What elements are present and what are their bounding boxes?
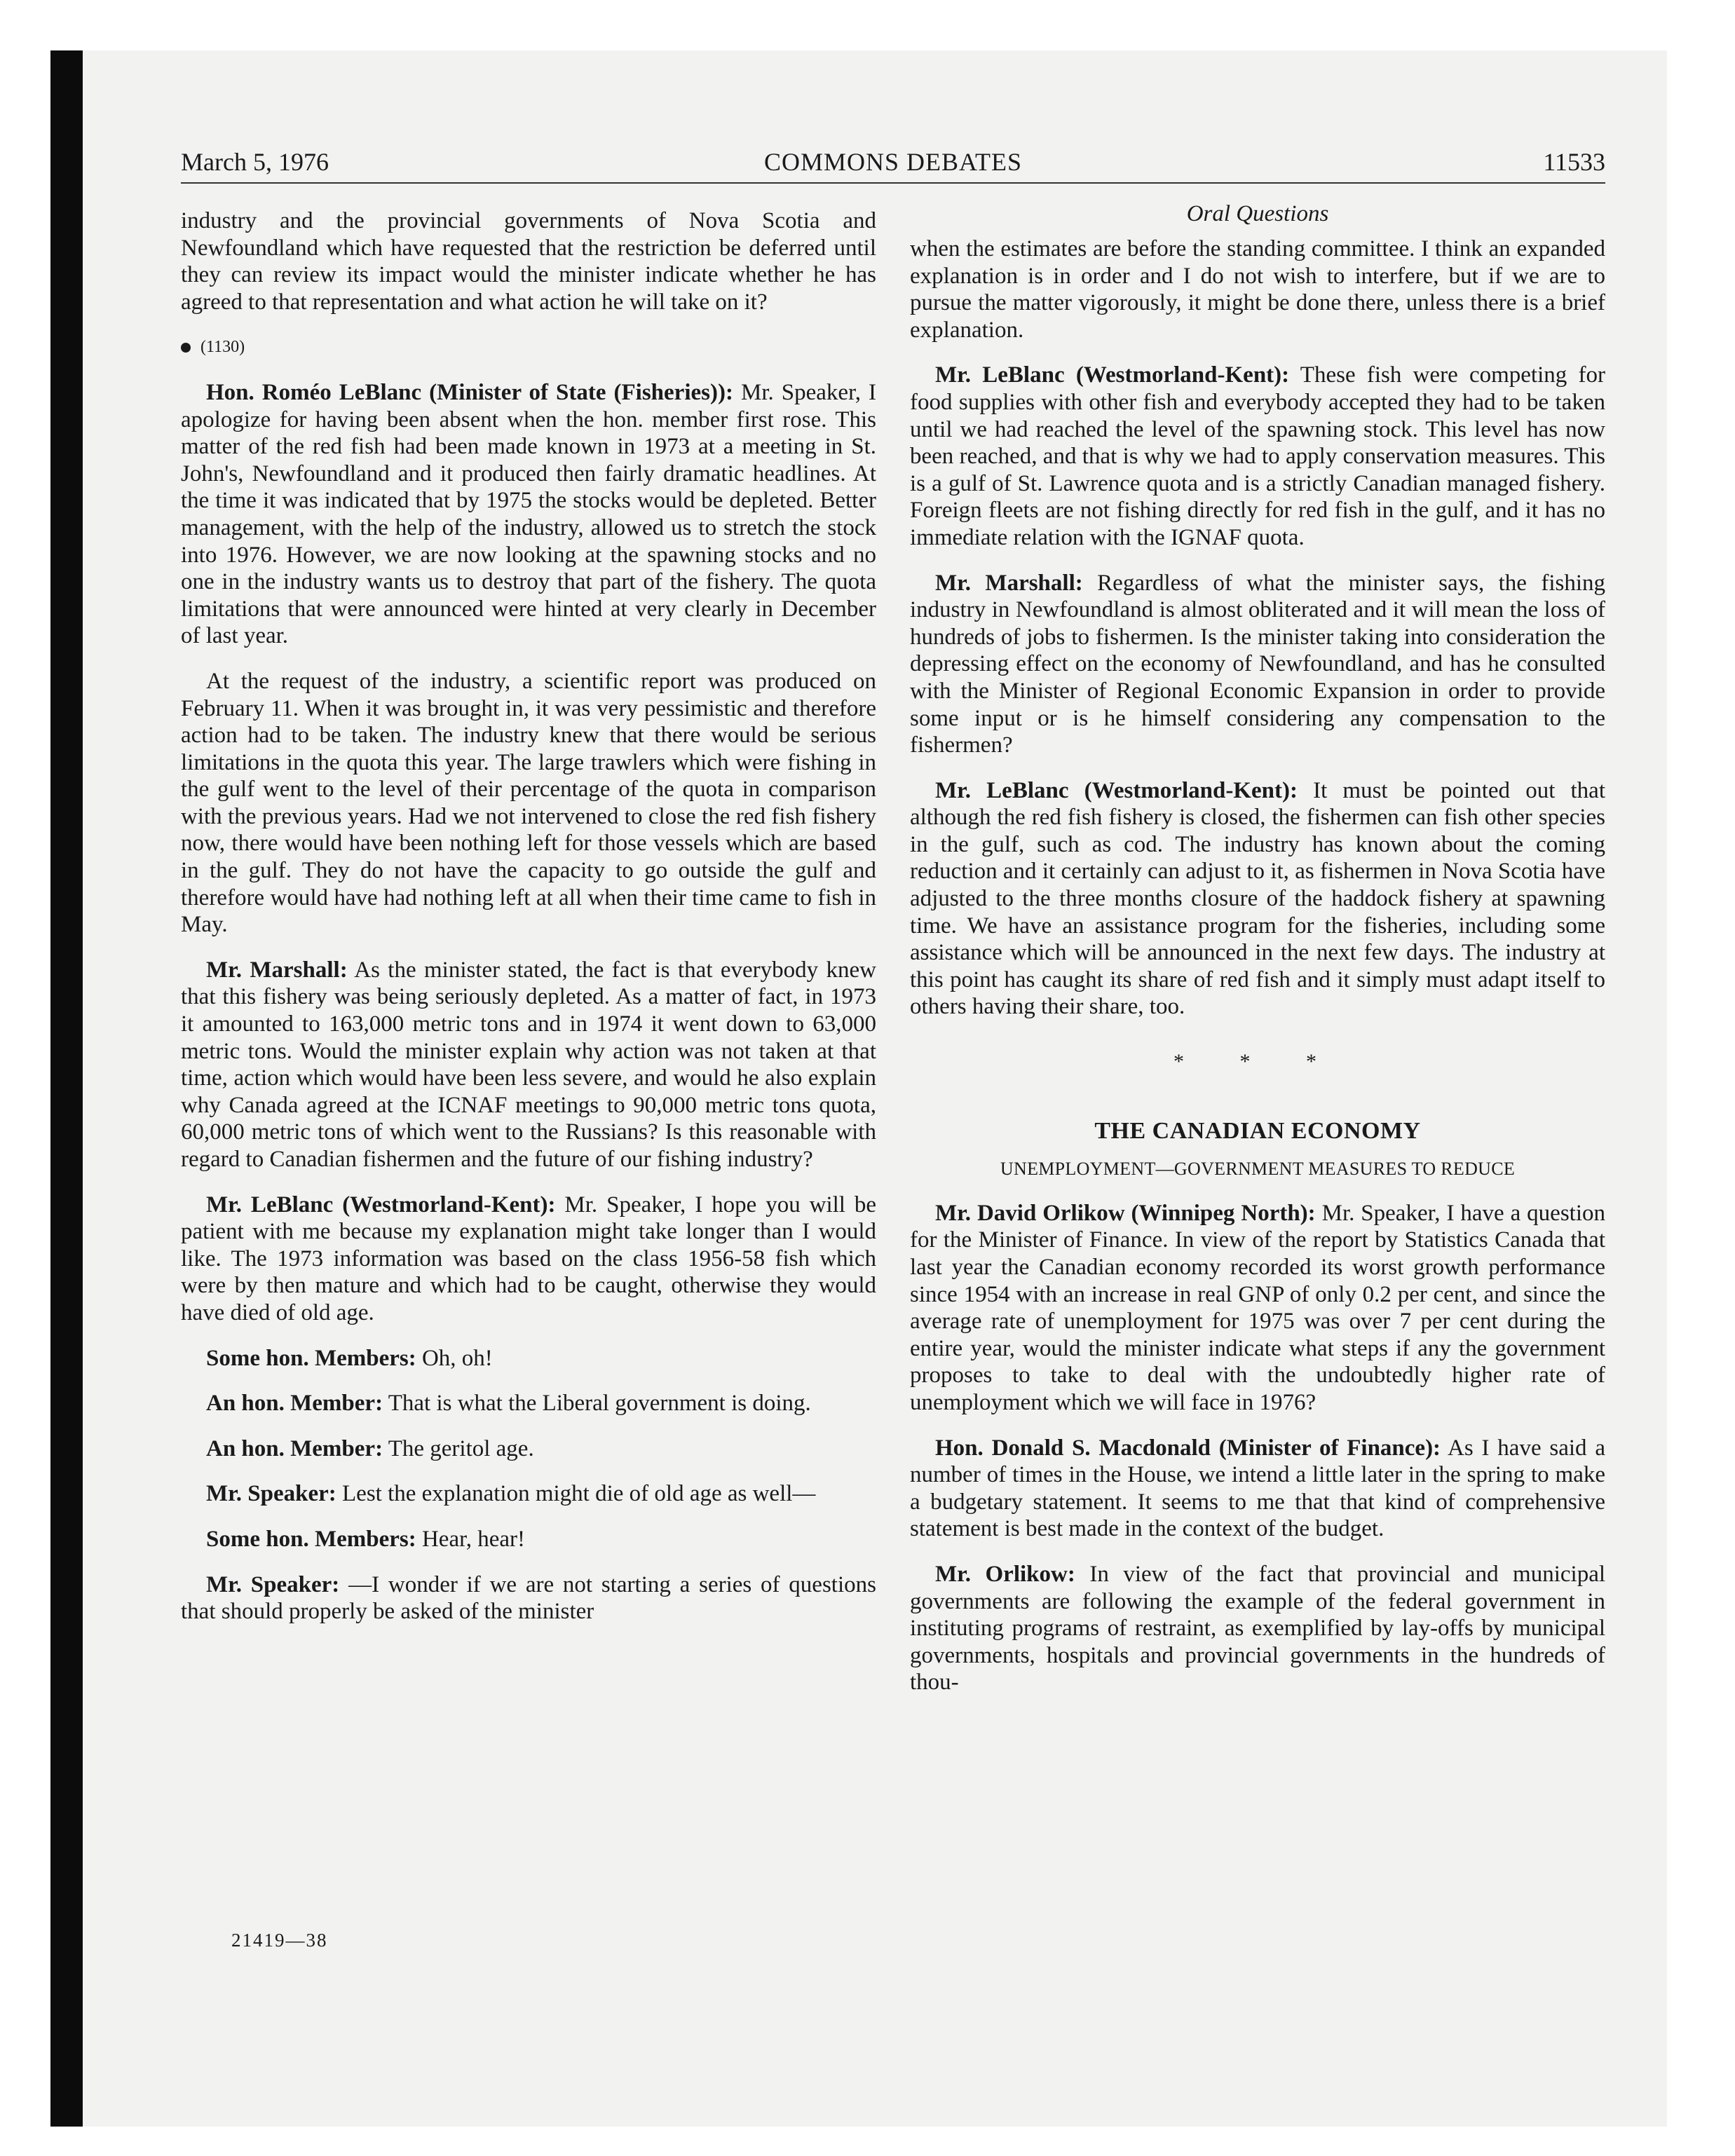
speech-text: Mr. Speaker, I have a question for the Minister of Finance. In view of the report by Statistics Canada that last year the Canadian economy recorded its worst growth performance since 1954 with an increase in real GNP of only 0.2 per cent, and since the average rate of unemployment for 1975 was over 7 per cent during the entire year, would the minister indicate what steps if any the government proposes to take to deal with the undoubtedly higher rate of unemployment which we will face in 1976? xyxy=(910,1200,1605,1415)
paragraph xyxy=(181,1526,876,1553)
header-date: March 5, 1976 xyxy=(181,148,329,176)
speaker-name: Some hon. Members: xyxy=(206,1526,416,1552)
speech-text: Hear, hear! xyxy=(421,1526,526,1552)
speaker-name: Mr. Speaker: xyxy=(206,1481,336,1507)
page-header xyxy=(181,140,1605,184)
printer-signature: 21419—38 xyxy=(231,1930,328,1951)
speech-text: Lest the explanation might die of old age as well— xyxy=(342,1481,816,1507)
speaker-name: Mr. David Orlikow (Winnipeg North): xyxy=(935,1200,1316,1226)
paragraph xyxy=(181,1192,876,1327)
paragraph xyxy=(910,1435,1605,1543)
speaker-name: An hon. Member: xyxy=(206,1391,383,1417)
paragraph xyxy=(181,1390,876,1417)
speaker-name: Mr. Orlikow: xyxy=(935,1561,1075,1587)
paragraph xyxy=(181,379,876,650)
paragraph xyxy=(910,1200,1605,1417)
speech-text: Regardless of what the minister says, the fishing industry in Newfoundland is almost obliterated and it will mean the loss of hundreds of jobs to fishermen. Is the minister taking into consideration the depressing effect on the economy of Newfoundland, and has he consulted with the Minister of Regional Economic Expansion in order to provide some input or is he himself considering any compensation to the fishermen? xyxy=(910,570,1606,758)
bullet-icon xyxy=(181,343,191,353)
time-marker-label: (1130) xyxy=(200,338,245,357)
speech-text: Oh, oh! xyxy=(421,1345,493,1371)
header-page-number: 11533 xyxy=(1543,148,1605,176)
paragraph: industry and the provincial governments of Nova Scotia and Newfoundland which have requested that the restriction be deferred until they can review its impact would the minister indicate whether he has agreed to that representation and what action he will take on it? xyxy=(181,208,876,315)
header-title: COMMONS DEBATES xyxy=(763,148,1023,176)
left-column xyxy=(181,207,876,1644)
running-head: Oral Questions xyxy=(1186,201,1329,226)
speech-text: As I have said a number of times in the House, we intend a little later in the spring to make a budgetary statement. It seems to me that that kind of comprehensive statement is best made in the context of the budget. xyxy=(910,1435,1605,1542)
section-heading: THE CANADIAN ECONOMY xyxy=(1094,1117,1421,1144)
paragraph xyxy=(910,362,1605,551)
section-divider: * * * xyxy=(1173,1050,1342,1074)
scan-binding-edge xyxy=(50,50,83,2127)
speech-text: Mr. Speaker, I hope you will be patient with me because my explanation might take longer than I would like. The 1973 information was based on the class 1956-58 fish which were by then mature and which had to be caught, otherwise they would have died of old age. xyxy=(181,1192,877,1325)
speech-text: In view of the fact that provincial and municipal governments are following the example of the federal government in instituting programs of restraint, as exemplified by lay-offs by municipal governments, hospitals and provincial governments in the hundreds of thou- xyxy=(910,1561,1606,1696)
paragraph xyxy=(181,1345,876,1372)
speech-text: That is what the Liberal government is doing. xyxy=(388,1391,811,1417)
paragraph xyxy=(910,570,1605,759)
speaker-name: Mr. Marshall: xyxy=(935,570,1083,596)
paragraph xyxy=(181,1571,876,1625)
speaker-name: Some hon. Members: xyxy=(206,1345,416,1371)
speaker-name: An hon. Member: xyxy=(206,1435,383,1461)
speech-text: These fish were competing for food supplies with other fish and everybody accepted they had to be taken until we had reached the level of the spawning stock. This level has now been reached, and that is why we had to apply conservation measures. This is a gulf of St. Lawrence quota and is a strictly Canadian managed fishery. Foreign fleets are not fishing directly for red fish in the gulf, and it has no immediate relation with the IGNAF quota. xyxy=(910,362,1605,550)
speech-text: Mr. Speaker, I apologize for having been absent when the hon. member first rose. This matter of the red fish had been made known in 1973 at a meeting in St. John's, Newfoundland and it produced then fairly dramatic headlines. At the time it was indicated that by 1975 the stocks would be depleted. Better management, with the help of the industry, allowed us to stretch the stock into 1976. However, we are now looking at the spawning stocks and no one in the industry wants us to destroy that part of the fishery. The quota limitations that were announced were hinted at very clearly in December of last year. xyxy=(181,379,877,649)
paragraph xyxy=(181,957,876,1173)
speaker-name: Mr. LeBlanc (Westmorland-Kent): xyxy=(206,1192,556,1217)
paragraph: when the estimates are before the standing committee. I think an expanded explanation is in order and I do not wish to interfere, but if we are to pursue the matter vigorously, it might be done there, unless there is a brief explanation. xyxy=(910,236,1605,343)
paragraph xyxy=(181,1435,876,1463)
speech-text: It must be pointed out that although the red fish fishery is closed, the fishermen can fish other species in the gulf, such as cod. The industry has known about the coming reduction and it certainly can adjust to it, as fishermen in Nova Scotia have adjusted to the three months closure of the haddock fishery at spawning time. We have an assistance program for the fisheries, including some assistance which will be announced in the next few days. The industry at this point has caught its share of red fish and it simply must adapt itself to others having their share, too. xyxy=(910,777,1606,1020)
right-column xyxy=(910,201,1606,1714)
speaker-name: Mr. LeBlanc (Westmorland-Kent): xyxy=(935,362,1290,388)
speaker-name: Mr. Marshall: xyxy=(206,957,348,983)
speaker-name: Mr. LeBlanc (Westmorland-Kent): xyxy=(935,777,1298,803)
section-subheading: UNEMPLOYMENT—GOVERNMENT MEASURES TO REDUCE xyxy=(1000,1159,1516,1180)
paragraph xyxy=(910,777,1605,1021)
time-marker xyxy=(181,334,876,361)
paragraph: At the request of the industry, a scientific report was produced on February 11. When it was brought in, it was very pessimistic and therefore action had to be taken. The industry knew that there would be serious limitations in the quota this year. The large trawlers which were fishing in the gulf went to the level of their percentage of the quota in comparison with the previous years. Had we not intervened to close the red fish fishery now, there would have been nothing left for those vessels which are based in the gulf. They do not have the capacity to go outside the gulf and therefore would have had nothing left at all when their time came to fish in May. xyxy=(181,668,876,938)
paragraph xyxy=(181,1480,876,1508)
speaker-name: Mr. Speaker: xyxy=(206,1571,340,1597)
speech-text: The geritol age. xyxy=(388,1435,534,1461)
speech-text: As the minister stated, the fact is that everybody knew that this fishery was being seriously depleted. As a matter of fact, in 1973 it amounted to 163,000 metric tons and in 1974 it went down to 63,000 metric tons. Would the minister explain why action was not taken at that time, action which would have been less severe, and would he also explain why Canada agreed at the ICNAF meetings to 90,000 metric tons quota, 60,000 metric tons of which went to the Russians? Is this reasonable with regard to Canadian fishermen and the future of our fishing industry? xyxy=(181,957,876,1172)
paragraph xyxy=(910,1561,1605,1696)
speaker-name: Hon. Roméo LeBlanc (Minister of State (Fisheries)): xyxy=(206,379,733,405)
speaker-name: Hon. Donald S. Macdonald (Minister of Finance): xyxy=(935,1435,1441,1461)
speech-text: —I wonder if we are not starting a series of questions that should properly be asked of the minister xyxy=(181,1571,876,1625)
